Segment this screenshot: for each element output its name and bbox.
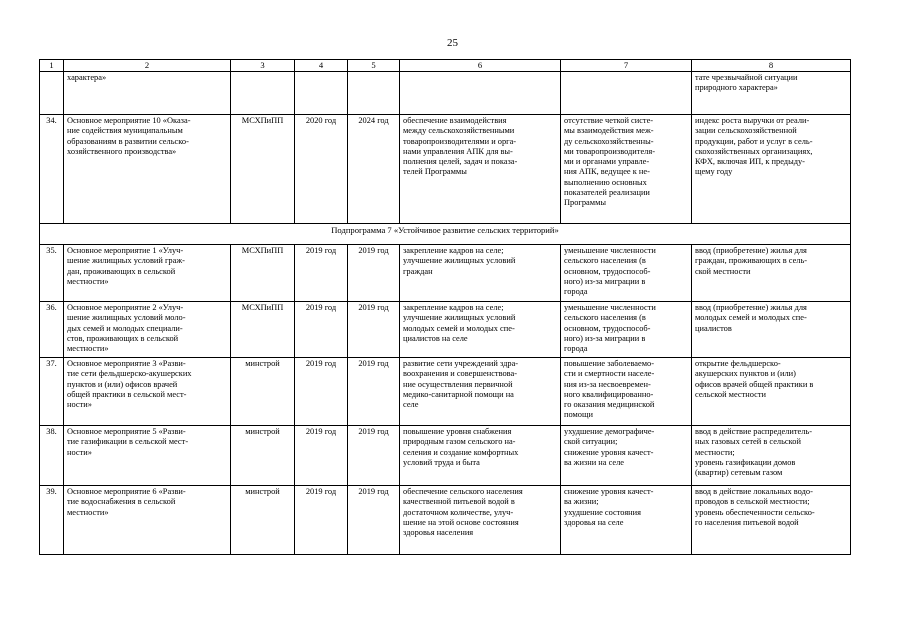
result-cell: закрепление кадров на селе; улучшение жилищных условий молодых семей и молодых спе- циалистов на селе [400,302,561,358]
result-cell: закрепление кадров на селе; улучшение жилищных условий граждан [400,245,561,302]
end-year-cell: 2019 год [348,302,400,358]
program-table [39,59,851,555]
result-cell: развитие сети учреждений здра- воохранения и совершенствова- ние осуществления первичной медико-санитарной помощи на селе [400,358,561,426]
consequences-cell: снижение уровня качест- ва жизни; ухудшение состояния здоровья на селе [561,486,692,555]
table-row [40,302,851,358]
result-cell: обеспечение сельского населения качественной питьевой водой в достаточном количестве, улуч- шение на этой основе состояния здоровья населения [400,486,561,555]
executor-cell: минстрой [231,486,295,555]
result-cell: обеспечение взаимодействия между сельскохозяйственными товаропроизводителями и орга- нами управления АПК для вы- полнения целей, задач и показа- телей Программы [400,115,561,224]
executor-cell: МСХПиПП [231,115,295,224]
row-number: 39. [40,486,64,555]
row-number: 34. [40,115,64,224]
empty-cell [348,72,400,115]
indicator-cell: ввод в действие распределитель- ных газовых сетей в сельской местности; уровень газификации домов (квартир) сетевым газом [692,426,851,486]
indicator-cell: открытие фельдшерско- акушерских пунктов и (или) офисов врачей общей практики в сельской местности [692,358,851,426]
header-cell: 4 [295,60,348,72]
header-row [40,60,851,72]
indicator-cell: ввод в действие локальных водо- проводов в сельской местности; уровень обеспеченности сельско- го населения питьевой водой [692,486,851,555]
table-row [40,486,851,555]
result-cell: повышение уровня снабжения природным газом сельского на- селения и создание комфортных условий труда и быта [400,426,561,486]
table-row [40,245,851,302]
indicator-cell: индекс роста выручки от реали- зации сельскохозяйственной продукции, работ и услуг в сель- скохозяйственных организациях, КФХ, включая ИП, к предыду- щему году [692,115,851,224]
end-year-cell: 2024 год [348,115,400,224]
empty-cell [561,72,692,115]
event-cell: характера» [64,72,231,115]
executor-cell: МСХПиПП [231,302,295,358]
row-number: 38. [40,426,64,486]
consequences-cell: ухудшение демографиче- ской ситуации; снижение уровня качест- ва жизни на селе [561,426,692,486]
start-year-cell: 2020 год [295,115,348,224]
executor-cell: минстрой [231,426,295,486]
consequences-cell: уменьшение численности сельского населения (в основном, трудоспособ- ного) из-за миграции в города [561,245,692,302]
continuation-row [40,72,851,115]
header-cell: 3 [231,60,295,72]
indicator-cell: тате чрезвычайной ситуации природного характера» [692,72,851,115]
indicator-cell: ввод (приобретение) жилья для молодых семей и молодых спе- циалистов [692,302,851,358]
end-year-cell: 2019 год [348,426,400,486]
subprogram-title: Подпрограмма 7 «Устойчивое развитие сельских территорий» [40,224,851,245]
event-cell: Основное мероприятие 6 «Разви- тие водоснабжения в сельской местности» [64,486,231,555]
empty-cell [400,72,561,115]
table-row [40,426,851,486]
consequences-cell: уменьшение численности сельского населения (в основном, трудоспособ- ного) из-за миграции в города [561,302,692,358]
header-cell: 6 [400,60,561,72]
start-year-cell: 2019 год [295,358,348,426]
event-cell: Основное мероприятие 3 «Разви- тие сети фельдшерско-акушерских пунктов и (или) офисов врачей общей практики в сельской мест- ности» [64,358,231,426]
end-year-cell: 2019 год [348,358,400,426]
header-cell: 5 [348,60,400,72]
end-year-cell: 2019 год [348,245,400,302]
event-cell: Основное мероприятие 2 «Улуч- шение жилищных условий моло- дых семей и молодых специали- стов, проживающих в сельской местности» [64,302,231,358]
start-year-cell: 2019 год [295,426,348,486]
header-cell: 2 [64,60,231,72]
row-number: 35. [40,245,64,302]
row-number: 36. [40,302,64,358]
start-year-cell: 2019 год [295,486,348,555]
event-cell: Основное мероприятие 5 «Разви- тие газификации в сельской мест- ности» [64,426,231,486]
table-row [40,358,851,426]
table-row [40,115,851,224]
header-cell: 1 [40,60,64,72]
header-cell: 7 [561,60,692,72]
indicator-cell: ввод (приобретение) жилья для граждан, проживающих в сель- ской местности [692,245,851,302]
empty-cell [231,72,295,115]
event-cell: Основное мероприятие 10 «Оказа- ние содействия муниципальным образованиям в развитии сельско- хозяйственного производства» [64,115,231,224]
consequences-cell: повышение заболеваемо- сти и смертности населе- ния из-за несвоевремен- ного квалифицированно- го оказания медицинской помощи [561,358,692,426]
empty-cell [40,72,64,115]
executor-cell: МСХПиПП [231,245,295,302]
end-year-cell: 2019 год [348,486,400,555]
header-cell: 8 [692,60,851,72]
executor-cell: минстрой [231,358,295,426]
subprogram-row [40,224,851,245]
start-year-cell: 2019 год [295,245,348,302]
row-number: 37. [40,358,64,426]
page-number: 25 [447,37,458,49]
empty-cell [295,72,348,115]
event-cell: Основное мероприятие 1 «Улуч- шение жилищных условий граж- дан, проживающих в сельской местности» [64,245,231,302]
start-year-cell: 2019 год [295,302,348,358]
consequences-cell: отсутствие четкой систе- мы взаимодействия меж- ду сельскохозяйственны- ми товаропроизводителя- ми и органами управле- ния АПК, ведущее к не- выполнению основных показателей реализации Программы [561,115,692,224]
